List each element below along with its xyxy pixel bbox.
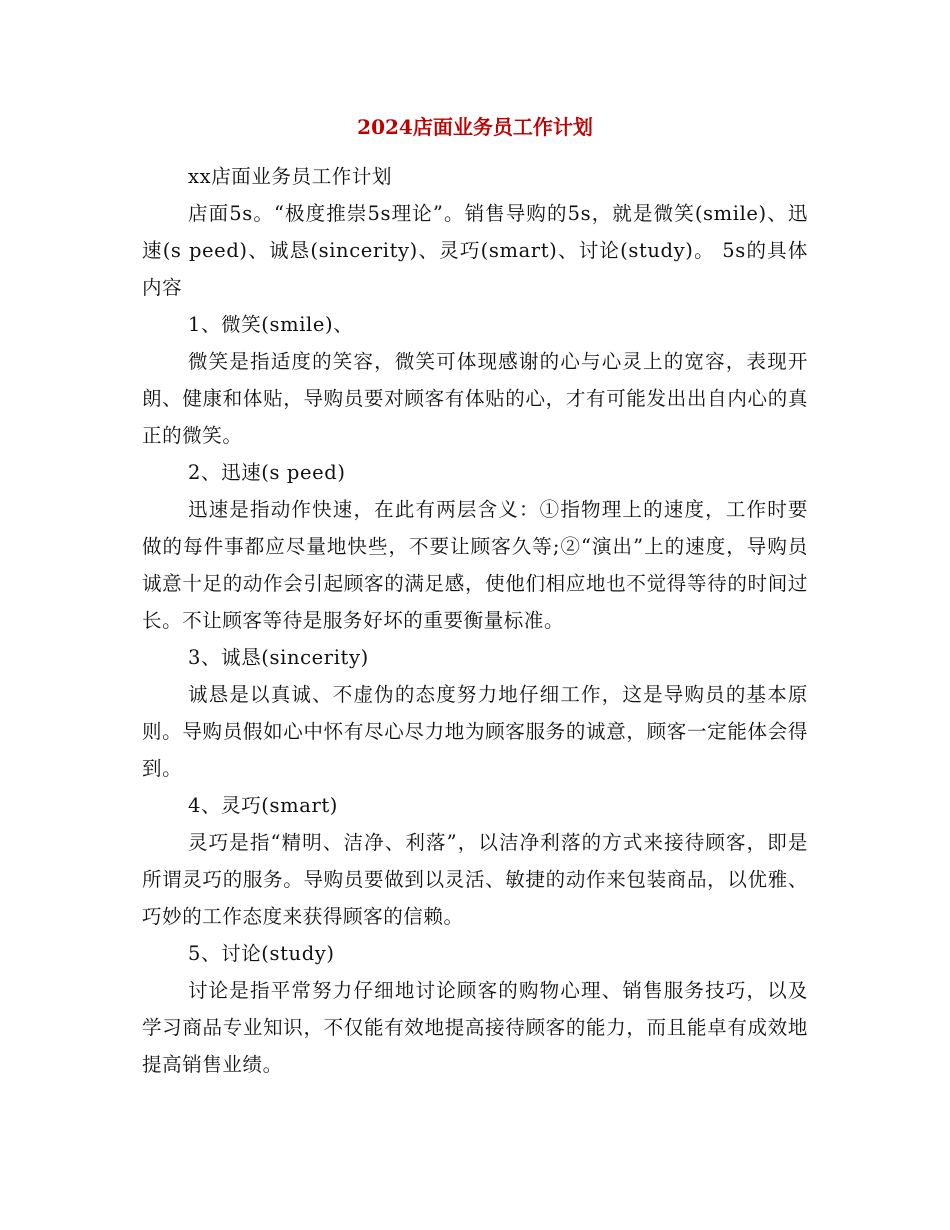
document-body xyxy=(142,158,808,1083)
heading-smile: 1、微笑(smile)、 xyxy=(188,313,354,336)
paragraph-speed: 迅速是指动作快速，在此有两层含义：①指物理上的速度，工作时要做的每件事都应尽量地快些，不要让顾客久等;②“演出”上的速度，导购员诚意十足的动作会引起顾客的满足感，使他们相应地也不觉得等待的时间过长。不让顾客等待是服务好坏的重要衡量标准。 xyxy=(142,498,808,632)
heading-study: 5、讨论(study) xyxy=(188,942,335,965)
heading-speed: 2、迅速(s peed) xyxy=(188,461,346,484)
paragraph-sincerity: 诚恳是以真诚、不虚伪的态度努力地仔细工作，这是导购员的基本原则。导购员假如心中怀有尽心尽力地为顾客服务的诚意，顾客一定能体会得到。 xyxy=(142,683,808,780)
heading-sincerity: 3、诚恳(sincerity) xyxy=(188,646,369,669)
paragraph-smile: 微笑是指适度的笑容，微笑可体现感谢的心与心灵上的宽容，表现开朗、健康和体贴，导购员要对顾客有体贴的心，才有可能发出出自内心的真正的微笑。 xyxy=(142,350,808,447)
document-title: 2024店面业务员工作计划 xyxy=(357,115,593,139)
paragraph-study: 讨论是指平常努力仔细地讨论顾客的购物心理、销售服务技巧，以及学习商品专业知识，不仅能有效地提高接待顾客的能力，而且能卓有成效地提高销售业绩。 xyxy=(142,979,808,1076)
heading-smart: 4、灵巧(smart) xyxy=(188,794,339,817)
paragraph-smart: 灵巧是指“精明、洁净、利落”，以洁净利落的方式来接待顾客，即是所谓灵巧的服务。导购员要做到以灵活、敏捷的动作来包装商品，以优雅、巧妙的工作态度来获得顾客的信赖。 xyxy=(142,831,808,928)
paragraph-subtitle: xx店面业务员工作计划 xyxy=(188,165,393,188)
paragraph-intro: 店面5s。“极度推崇5s理论”。销售导购的5s，就是微笑(smile)、迅速(s peed)、诚恳(sincerity)、灵巧(smart)、讨论(study)。 5s的具体内容 xyxy=(142,202,808,299)
